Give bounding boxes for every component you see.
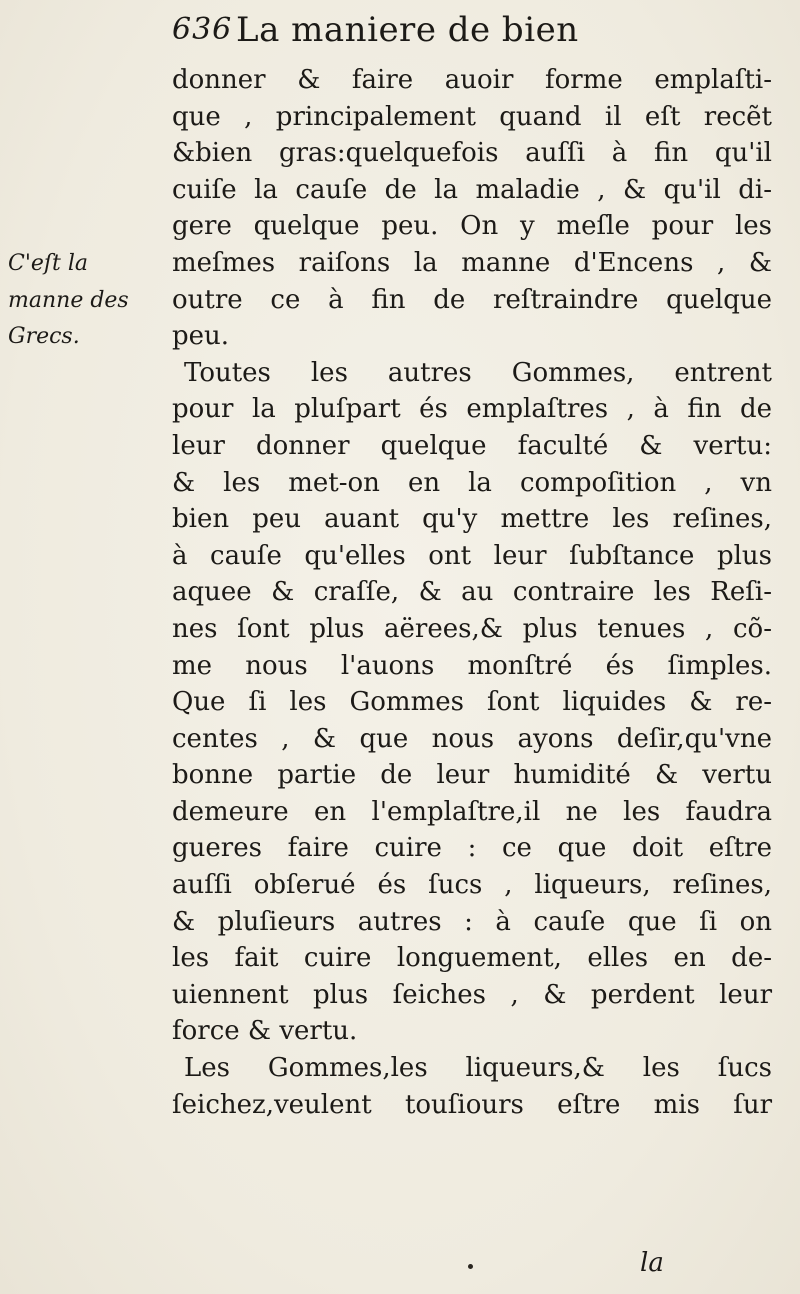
margin-note <box>8 246 173 356</box>
text-line: les fait cuire longuement, elles en de- <box>172 943 772 974</box>
text-line: ſeichez,veulent touſiours eſtre mis ſur <box>172 1089 772 1120</box>
text-line: gere quelque peu. On y meſle pour les <box>172 211 772 242</box>
running-title: La maniere de bien <box>236 10 579 50</box>
margin-note-line: manne des <box>8 287 129 313</box>
ink-speck <box>468 1264 473 1269</box>
text-line: pour la pluſpart és emplaſtres , à fin de <box>172 394 772 425</box>
text-line: bonne partie de leur humidité & vertu <box>172 760 772 791</box>
text-line: aquee & craſſe, & au contraire les Reſi- <box>172 577 772 608</box>
text-line: auſſi obſerué és ſucs , liqueurs, reſines, <box>172 870 772 901</box>
text-line: gueres faire cuire : ce que doit eſtre <box>172 833 772 864</box>
text-line: uiennent plus ſeiches , & perdent leur <box>172 979 772 1010</box>
text-line: bien peu auant qu'y mettre les reſines, <box>172 504 772 535</box>
text-line: nes ſont plus aërees,& plus tenues , cõ- <box>172 613 772 644</box>
text-line: meſmes raiſons la manne d'Encens , & <box>172 247 772 278</box>
text-line: que , principalement quand il eſt recẽt <box>172 101 772 132</box>
text-line: demeure en l'emplaſtre,il ne les faudra <box>172 796 772 827</box>
text-line: me nous l'auons monſtré és ſimples. <box>172 650 772 681</box>
text-line: Les Gommes,les liqueurs,& les ſucs <box>184 1053 772 1084</box>
text-line: Toutes les autres Gommes, entrent <box>184 357 772 388</box>
text-line: donner & faire auoir forme emplaſti- <box>172 65 772 95</box>
text-line: force & vertu. <box>172 1016 358 1047</box>
page-header <box>0 10 800 52</box>
text-line: cuiſe la cauſe de la maladie , & qu'il di- <box>172 174 772 205</box>
text-line: peu. <box>172 321 230 352</box>
text-line: outre ce à fin de reſtraindre quelque <box>172 284 772 315</box>
text-line: leur donner quelque faculté & vertu: <box>172 430 772 461</box>
text-line: &bien gras:quelquefois auſſi à fin qu'il <box>172 138 772 169</box>
page-number: 636 <box>172 12 233 47</box>
text-line: & pluſieurs autres : à cauſe que ſi on <box>172 906 772 937</box>
text-line: à cauſe qu'elles ont leur ſubſtance plus <box>172 540 772 571</box>
text-line: centes , & que nous ayons deſir,qu'vne <box>172 723 772 754</box>
text-line: & les met-on en la compoſition , vn <box>172 467 772 498</box>
text-line: Que ſi les Gommes ſont liquides & re- <box>172 687 772 718</box>
margin-note-line: Grecs. <box>8 324 80 350</box>
catchword: la <box>640 1248 664 1278</box>
margin-note-line: C'eſt la <box>8 251 89 276</box>
body-text <box>172 62 772 1123</box>
